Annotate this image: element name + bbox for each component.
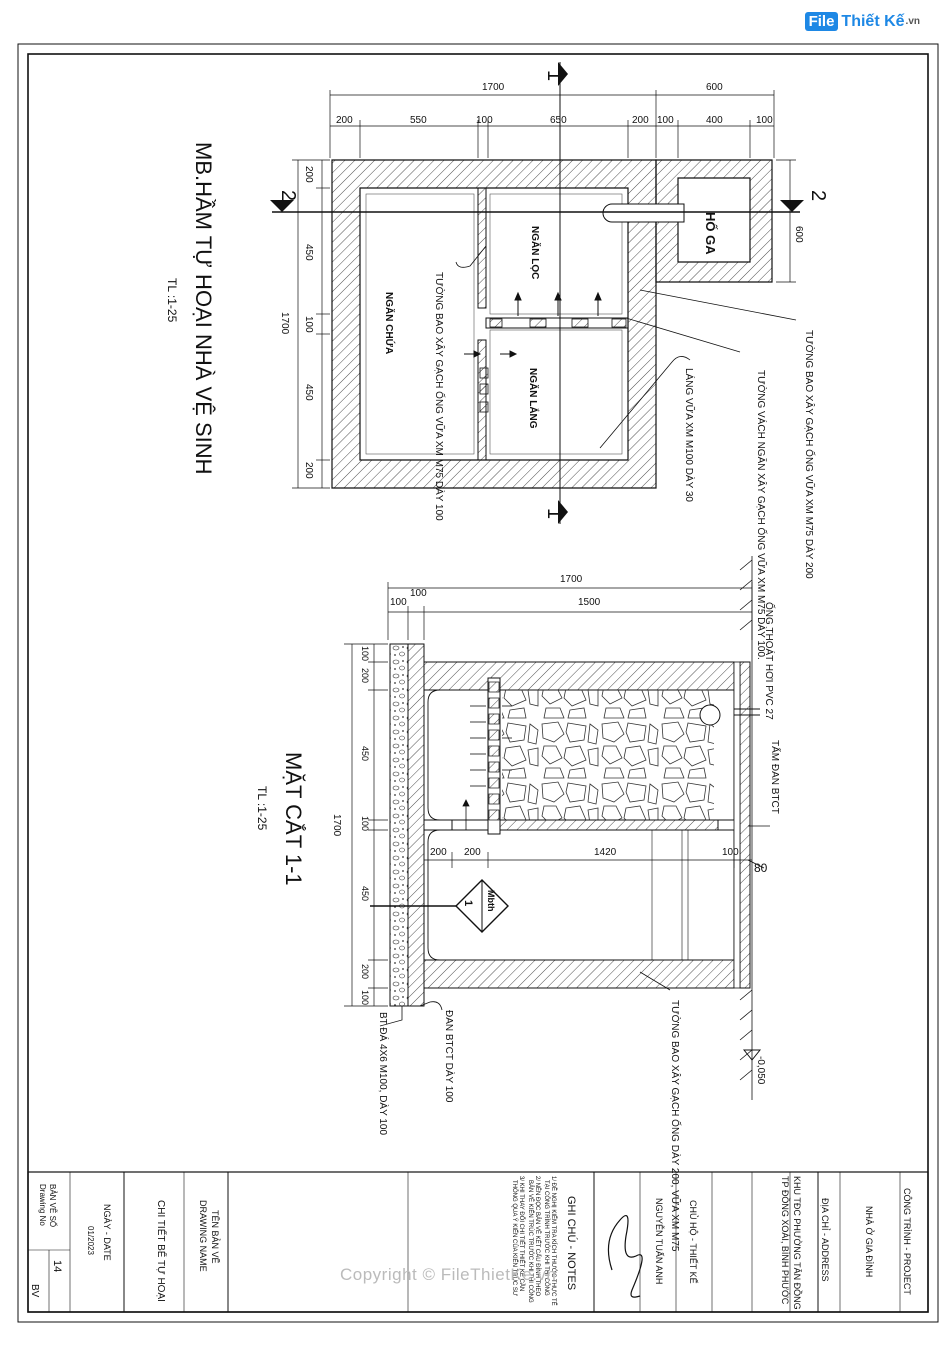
tb-sheet-code: BV — [29, 1284, 40, 1298]
tb-owner-label: CHỦ HỘ - THIẾT KẾ — [688, 1200, 698, 1284]
plan-dim-top-part-8: 100 — [756, 115, 773, 126]
tb-project: NHÀ Ở GIA ĐÌNH — [864, 1206, 874, 1278]
tb-notes-line-4: BẢN VẼ KIẾN TRÚC TRƯỚC KHI THI CÔNG — [527, 1180, 533, 1303]
section-dim-left-part-2: 200 — [360, 668, 370, 684]
section-note-wall: TƯỜNG BAO XÂY GẠCH ỐNG DÀY 200, VỮA XM M75 — [669, 1000, 680, 1252]
room-ngan-lang: NGĂN LẮNG — [527, 368, 538, 429]
plan-dim-top-part-1: 200 — [336, 115, 353, 126]
section-dim-inner-3: 1420 — [594, 847, 617, 858]
section-mark-1-bottom: 1 — [543, 508, 565, 520]
section-dim-left-total: 1700 — [331, 814, 342, 837]
plan-dim-top-total-2: 600 — [706, 82, 723, 93]
section-mark-2-right: 2 — [807, 190, 829, 202]
level-value: -0,050 — [755, 1056, 766, 1085]
plan-dim-top-part-5: 200 — [632, 115, 649, 126]
tb-notes-line-6: THÔNG QUA Ý KIẾN CỦA KIẾN TRÚC SƯ — [511, 1180, 517, 1297]
room-ho-ga: HỐ GA — [703, 212, 718, 255]
tb-date-label: NGÀY - DATE — [102, 1204, 112, 1261]
brand-icon: File — [805, 12, 839, 31]
bottom-wall — [424, 960, 734, 988]
middle-partition — [500, 820, 718, 830]
gravel-base — [390, 644, 408, 1006]
section-note-vent: ỐNG THOÁT HƠI PVC 27 — [763, 602, 774, 720]
section-mark-2-left: 2 — [277, 190, 299, 202]
plan-scale: TL :1-25 — [165, 278, 179, 323]
plan-note-4: LÁNG VỮA XM M100 DÀY 30 — [683, 368, 694, 502]
plan-pipe — [603, 204, 684, 222]
plan-dim-left-part-4: 450 — [303, 384, 314, 401]
room-ngan-chua: NGĂN CHỨA — [383, 292, 394, 355]
plan-dim-top-part-6: 100 — [657, 115, 674, 126]
tb-drawing-name-label-en: DRAWING NAME — [198, 1200, 208, 1272]
plan-dim-left-part-2: 450 — [303, 244, 314, 261]
plan-dim-top-total-1: 1700 — [482, 82, 505, 93]
level-tag-code: Mbth — [486, 890, 496, 912]
brand-text: Thiết Kế — [841, 12, 905, 30]
plan-dim-left-part-1: 200 — [303, 166, 314, 183]
level-tag-number: 1 — [462, 900, 474, 907]
tb-notes-label: GHI CHÚ - NOTES — [565, 1196, 577, 1291]
tb-sheet-no: 14 — [51, 1260, 63, 1273]
section-dim-left-part-7: 100 — [360, 990, 370, 1006]
plan-note-3: TƯỜNG VÁCH NGĂN XÂY GẠCH ỐNG VỮA XM M75 DÀY 100. — [755, 370, 766, 660]
plan-dim-top-part-7: 400 — [706, 115, 723, 126]
tb-drawing-name-label: TÊN BẢN VẼ — [210, 1210, 220, 1264]
tb-owner: NGUYỄN TUẤN ANH — [654, 1198, 664, 1285]
plan-title: MB.HẦM TỰ HOẠI NHÀ VỆ SINH — [191, 142, 216, 475]
plan-note-2: TƯỜNG BAO XÂY GẠCH ỐNG VỮA XM M75 DÀY 200 — [803, 330, 814, 579]
section-note-cover: TẤM ĐAN BTCT — [769, 740, 780, 814]
section-dim-left-part-1: 100 — [360, 646, 370, 662]
top-wall — [424, 662, 734, 690]
plan-dim-right: 600 — [793, 226, 804, 243]
tb-address-label: ĐỊA CHỈ - ADDRESS — [820, 1198, 830, 1282]
plan-dim-top-part-2: 550 — [410, 115, 427, 126]
section-dim-inner-4: 100 — [722, 847, 739, 858]
section-note-gravel: BT ĐÁ 4X6 M100, DÀY 100 — [377, 1012, 388, 1136]
section-dim-left-part-4: 100 — [360, 816, 370, 832]
tb-notes-line-1: 1/ ĐỀ NGHỊ KIỂM TRA KÍCH THƯỚC THỰC TẾ — [550, 1176, 556, 1306]
brand-logo — [805, 12, 920, 31]
section-mark-1-top: 1 — [543, 70, 565, 82]
tb-date: 01/2023 — [86, 1226, 95, 1255]
copyright-watermark: Copyright © FileThietKe.vn — [340, 1265, 557, 1284]
plan-view — [270, 62, 804, 524]
tb-drawing-name: CHI TIẾT BỂ TỰ HOẠI — [155, 1200, 166, 1302]
plan-partition-h — [486, 318, 628, 328]
plan-dim-left-part-3: 100 — [303, 316, 314, 333]
tb-address-2: TP ĐỒNG XOÀI, BÌNH PHƯỚC — [780, 1176, 790, 1305]
tb-notes-line-2: TẠI CÔNG TRÌNH TRƯỚC KHI THI CÔNG — [543, 1180, 549, 1296]
plan-partition-v-lower — [478, 340, 486, 460]
section-view — [344, 556, 770, 1100]
tb-notes-line-5: 3/ KHI THAY ĐỔI CHI TIẾT THIẾT KẾ CẦN — [518, 1176, 524, 1292]
section-note-slab: ĐAN BTCT DÀY 100 — [443, 1010, 454, 1103]
plan-dim-top-part-3: 100 — [476, 115, 493, 126]
section-scale: TL :1-25 — [255, 786, 269, 831]
section-dim-top-total: 1700 — [560, 574, 583, 585]
section-title: MẶT CẮT 1-1 — [281, 752, 306, 886]
filter-stone — [502, 690, 714, 820]
section-dim-inner-1: 200 — [430, 847, 447, 858]
tb-sheet-label: BẢN VẼ SỐ — [48, 1184, 57, 1228]
tb-project-label: CÔNG TRÌNH - PROJECT — [902, 1188, 912, 1295]
room-ngan-loc: NGĂN LỌC — [529, 226, 540, 280]
signature — [608, 1216, 642, 1298]
section-dim-left-part-5: 450 — [360, 886, 370, 902]
section-dim-80: 80 — [754, 861, 768, 875]
base-slab — [408, 644, 424, 1006]
section-dim-left-part-6: 200 — [360, 964, 370, 980]
brand-suffix: .vn — [905, 16, 920, 27]
plan-dim-left-part-5: 200 — [303, 462, 314, 479]
cover-slab — [740, 662, 750, 988]
section-dim-top-part-3: 1500 — [578, 597, 601, 608]
tb-notes-line-3: 2/ NÊN ĐỌC BẢN VẼ KẾT CẤU ĐÍNH THEO — [534, 1176, 540, 1297]
section-dim-inner-2: 200 — [464, 847, 481, 858]
section-dim-left-part-3: 450 — [360, 746, 370, 762]
tb-sheet-label-en: Drawing No — [38, 1184, 47, 1226]
plan-note-1: TƯỜNG BAO XÂY GẠCH ỐNG VỮA XM M75 DÀY 100 — [433, 272, 444, 521]
plan-dim-top-part-4: 650 — [550, 115, 567, 126]
section-dim-top-part-1: 100 — [390, 597, 407, 608]
tb-address-1: KHU TĐC PHƯỜNG TÂN ĐỒNG — [792, 1176, 802, 1310]
section-dim-top-part-2: 100 — [410, 588, 427, 599]
plan-dim-left-total: 1700 — [279, 312, 290, 335]
vent-pipe — [700, 705, 720, 725]
